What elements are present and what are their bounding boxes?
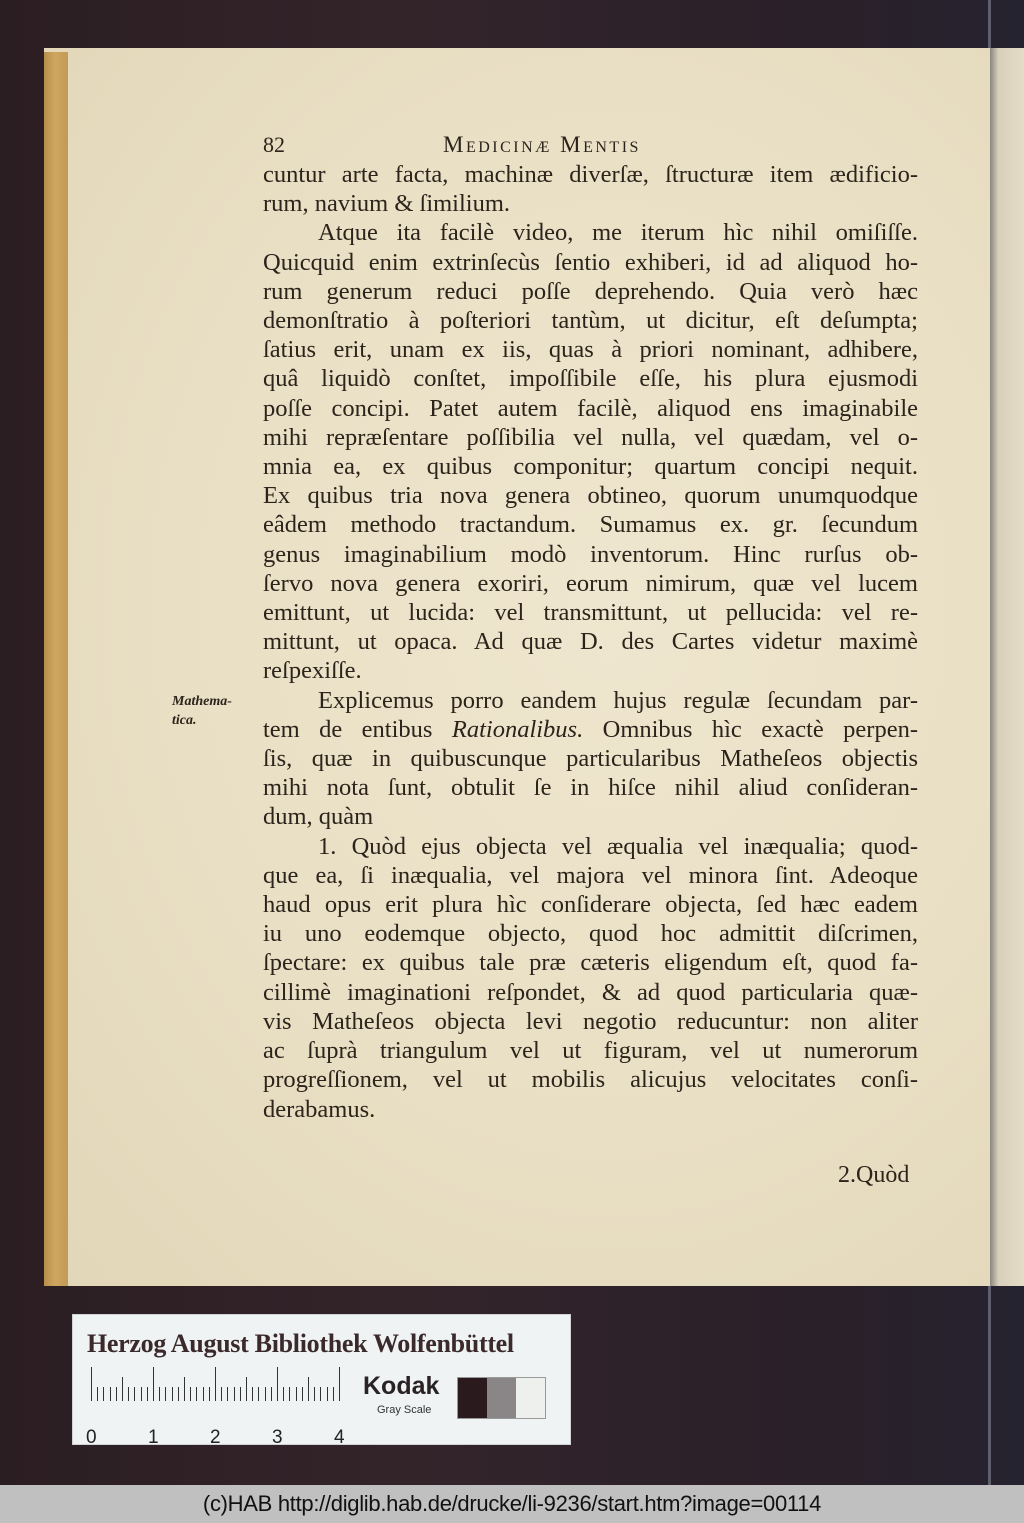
ruler-tick (134, 1387, 135, 1401)
text-line: emittunt, ut lucida: vel transmittunt, ut pellucida: vel re- (263, 599, 918, 627)
text-line: dum, quàm (263, 803, 374, 831)
copyright-footer: (c)HAB http://diglib.hab.de/drucke/li-9236/start.htm?image=00114 (0, 1485, 1024, 1523)
ruler-tick (258, 1387, 259, 1401)
ruler-tick (110, 1387, 111, 1401)
ruler-label: 2 (210, 1427, 221, 1448)
ruler-tick (234, 1387, 235, 1401)
color-target-card (72, 1314, 571, 1448)
gray-scale-label: Gray Scale (377, 1404, 432, 1416)
text-line: ſervo nova genera exoriri, eorum nimirum, quæ vel lucem (263, 569, 918, 597)
catchword: 2.Quòd (838, 1162, 910, 1188)
ruler-tick (203, 1387, 204, 1401)
text-line: Quicquid enim extrinſecùs ſentio exhiberi, id ad aliquod ho- (263, 248, 918, 276)
ruler-tick (333, 1387, 334, 1401)
text-line: que ea, ſi inæqualia, vel majora vel minora ſint. Adeoque (263, 861, 918, 889)
ruler-tick (190, 1387, 191, 1401)
ruler-tick (221, 1387, 222, 1401)
text-line: cuntur arte facta, machinæ diverſæ, ſtructuræ item ædificio- (263, 161, 918, 188)
text-line: reſpexiſſe. (263, 657, 362, 685)
text-line: ſpectare: ex quibus tale præ cæteris eligendum eſt, quod fa- (263, 949, 918, 977)
text-line: 1. Quòd ejus objecta vel æqualia vel inæqualia; quod- (318, 832, 918, 860)
ruler-label: 3 (272, 1427, 283, 1448)
ruler-tick (159, 1387, 160, 1401)
ruler-tick (296, 1387, 297, 1401)
ruler-tick (97, 1387, 98, 1401)
ruler-tick (103, 1387, 104, 1401)
ruler-tick (122, 1377, 123, 1401)
text-line: eâdem methodo tractandum. Sumamus ex. gr. ſecundum (263, 511, 918, 539)
ruler-tick (141, 1387, 142, 1401)
text-line: ac ſuprà triangulum vel ut figuram, vel ut numerorum (263, 1037, 918, 1065)
ruler-tick (172, 1387, 173, 1401)
ruler-tick (327, 1387, 328, 1401)
ruler-tick (265, 1387, 266, 1401)
ruler-label: 4 (334, 1427, 345, 1448)
gray-scale-swatches (457, 1377, 546, 1419)
marginal-note-line: tica. (172, 713, 197, 728)
measurement-ruler (86, 1379, 345, 1448)
text-line: poſſe concipi. Patet autem facilè, aliquod ens imaginabile (263, 394, 918, 422)
ruler-tick (320, 1387, 321, 1401)
ruler-tick (209, 1387, 210, 1401)
ruler-tick (339, 1367, 340, 1401)
ruler-tick (116, 1387, 117, 1401)
ruler-tick (153, 1367, 154, 1401)
ruler-tick (147, 1387, 148, 1401)
facing-page-edge (990, 48, 1024, 1286)
kodak-logo: Kodak (363, 1372, 440, 1400)
text-line: Atque ita facilè video, me iterum hìc nihil omiſiſſe. (318, 219, 918, 247)
ruler-tick (271, 1387, 272, 1401)
gray-swatch (516, 1378, 545, 1418)
text-line: cillimè imaginationi reſpondet, & ad quod particularia quæ- (263, 978, 918, 1006)
ruler-tick (196, 1387, 197, 1401)
ruler-label: 1 (148, 1427, 159, 1448)
text-line: progreſſionem, vel ut mobilis alicujus velocitates conſi- (263, 1066, 918, 1094)
text-line: mihi repræſentare poſſibilia vel nulla, vel quædam, vel o- (263, 423, 918, 451)
text-line: iu uno eodemque objecto, quod hoc admittit diſcrimen, (263, 920, 918, 948)
gray-swatch (487, 1378, 516, 1418)
page-fore-edge (44, 52, 68, 1286)
text-line: rum, navium & ſimilium. (263, 190, 511, 218)
marginal-note-line: Mathema- (172, 694, 232, 709)
text-line: Explicemus porro eandem hujus regulæ ſecundam par- (318, 686, 918, 714)
ruler-tick (252, 1387, 253, 1401)
body-text (263, 160, 918, 1124)
text-line: tem de entibus Rationalibus. Omnibus hìc exactè perpen- (263, 715, 918, 743)
page-number: 82 (263, 132, 285, 157)
ruler-tick (215, 1367, 216, 1401)
text-line: derabamus. (263, 1095, 376, 1123)
italic-term: Rationalibus. (451, 715, 584, 743)
ruler-tick (184, 1377, 185, 1401)
text-line: Ex quibus tria nova genera obtineo, quorum unumquodque (263, 482, 918, 510)
institution-label: Herzog August Bibliothek Wolfenbüttel (87, 1329, 514, 1358)
ruler-tick (302, 1387, 303, 1401)
ruler-tick (227, 1387, 228, 1401)
text-line: mittunt, ut opaca. Ad quæ D. des Cartes videtur maximè (263, 628, 918, 656)
text-line: quâ liquidò conſtet, impoſſibile eſſe, his plura ejusmodi (263, 365, 918, 393)
text-line: mihi nota ſunt, obtulit ſe in hiſce nihil aliud conſideran- (263, 774, 918, 802)
text-line: haud opus erit plura hìc conſiderare objecta, ſed hæc eadem (263, 891, 918, 919)
ruler-tick (178, 1387, 179, 1401)
gray-swatch (458, 1378, 487, 1418)
ruler-label: 0 (86, 1427, 97, 1448)
text-line: ſatius erit, unam ex iis, quas à priori nominant, adhibere, (263, 336, 918, 364)
ruler-tick (91, 1367, 92, 1401)
ruler-tick (165, 1387, 166, 1401)
text-line: rum generum reduci poſſe deprehendo. Quia verò hæc (263, 277, 918, 305)
ruler-tick (283, 1387, 284, 1401)
text-line: vis Matheſeos objecta levi negotio reducuntur: non aliter (263, 1007, 918, 1035)
text-line: ſis, quæ in quibuscunque particularibus Matheſeos objectis (263, 745, 918, 773)
ruler-tick (308, 1377, 309, 1401)
ruler-tick (314, 1387, 315, 1401)
text-line: genus imaginabilium modò inventorum. Hinc rurſus ob- (263, 540, 918, 568)
ruler-tick (289, 1387, 290, 1401)
ruler-tick (277, 1367, 278, 1401)
ruler-tick (128, 1387, 129, 1401)
marginal-note (172, 692, 232, 730)
running-title: Medicinæ Mentis (443, 132, 641, 157)
running-head (263, 130, 918, 160)
ruler-tick (240, 1387, 241, 1401)
text-line: mnia ea, ex quibus componitur; quartum concipi nequit. (263, 453, 918, 481)
text-line: demonſtratio à poſteriori tantùm, ut dicitur, eſt deſumpta; (263, 307, 918, 335)
page-text-block (263, 130, 918, 1124)
ruler-tick (246, 1377, 247, 1401)
